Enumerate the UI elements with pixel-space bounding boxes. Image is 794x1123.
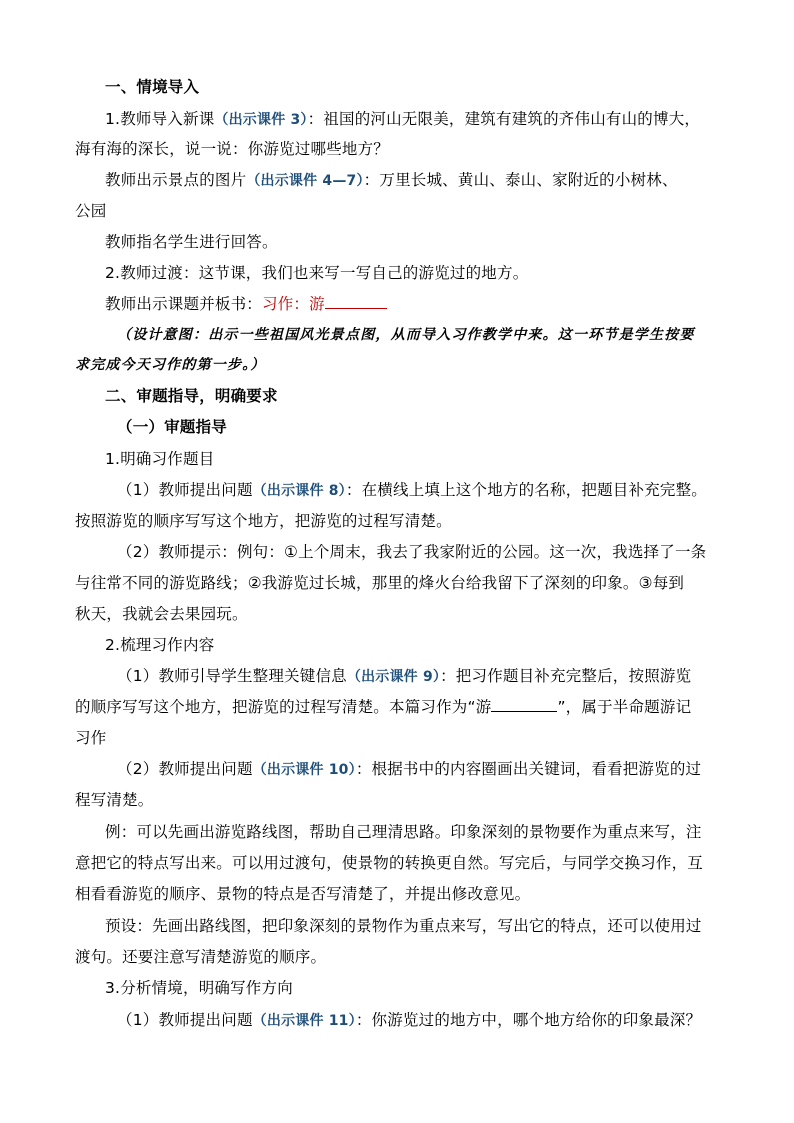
paragraph-continuation: 公园 — [75, 202, 107, 220]
paragraph-continuation: 与往常不同的游览路线；②我游览过长城，那里的烽火台给我留下了深刻的印象。③每到 — [75, 574, 685, 592]
paragraph — [117, 759, 701, 780]
courseware-ref: （出示课件 9） — [346, 669, 441, 685]
text: ：你游览过的地方中，哪个地方给你的印象最深？ — [355, 1011, 702, 1029]
paragraph-continuation: 相看看游览的顺序、景物的特点是否写清楚了，并提出修改意见。 — [75, 885, 531, 903]
courseware-ref: （出示课件 8） — [252, 483, 346, 499]
text: （1）教师提出问题 — [117, 1011, 253, 1029]
paragraph: 教师指名学生进行回答。 — [105, 233, 278, 251]
text: 教师出示课题并板书： — [105, 295, 263, 313]
text: （1）教师提出问题 — [117, 481, 253, 499]
paragraph-continuation: 渡句。还要注意写清楚游览的顺序。 — [75, 948, 327, 966]
item-heading: 2.梳理习作内容 — [105, 636, 215, 654]
text: ：把习作题目补充完整后，按照游览 — [440, 667, 692, 685]
example-paragraph: 例：可以先画出游览路线图，帮助自己理清思路。印象深刻的景物要作为重点来写，注 — [105, 823, 702, 841]
design-note: （设计意图：出示一些祖国风光景点图，从而导入习作教学中来。这一环节是学生按要 — [117, 327, 695, 343]
paragraph — [105, 109, 700, 130]
preset-paragraph: 预设：先画出路线图，把印象深刻的景物作为重点来写，写出它的特点，还可以使用过 — [105, 917, 702, 935]
paragraph: 2.教师过渡：这节课，我们也来写一写自己的游览过的地方。 — [105, 264, 529, 282]
title-blank-line — [325, 294, 387, 309]
paragraph — [117, 1010, 701, 1031]
item-heading: 3.分析情境，明确写作方向 — [105, 979, 293, 997]
paragraph-continuation: 习作 — [75, 729, 107, 747]
courseware-ref: （出示课件 10） — [252, 762, 356, 778]
text: ：万里长城、黄山、泰山、家附近的小树林、 — [363, 171, 678, 189]
courseware-ref: （出示课件 4—7） — [246, 173, 364, 189]
design-note-continuation: 求完成今天习作的第一步。） — [75, 357, 266, 373]
paragraph-continuation — [75, 697, 691, 717]
courseware-ref: （出示课件 3） — [214, 112, 308, 128]
paragraph — [117, 666, 691, 687]
text: ：祖国的河山无限美，建筑有建筑的齐伟山有山的博大， — [307, 110, 701, 128]
paragraph: （2）教师提示：例句：①上个周末，我去了我家附近的公园。这一次，我选择了一条 — [117, 543, 707, 561]
board-title: 习作：游 — [262, 295, 325, 313]
text: 教师出示景点的图片 — [105, 171, 247, 189]
text: ”，属于半命题游记 — [557, 698, 692, 716]
section-heading: 二、审题指导，明确要求 — [105, 387, 278, 405]
text: ：根据书中的内容圈画出关键词，看看把游览的过 — [355, 760, 702, 778]
paragraph-continuation: 程写清楚。 — [75, 791, 154, 809]
text: 1.教师导入新课 — [105, 110, 215, 128]
text: 的顺序写写这个地方，把游览的过程写清楚。本篇习作为“游 — [75, 698, 492, 716]
title-blank-line — [491, 697, 557, 712]
section-heading: 一、情境导入 — [105, 78, 200, 96]
paragraph — [105, 294, 387, 314]
subsection-heading: （一）审题指导 — [117, 418, 227, 436]
text: （2）教师提出问题 — [117, 760, 253, 778]
paragraph-continuation: 海有海的深长，说一说：你游览过哪些地方？ — [75, 140, 390, 158]
courseware-ref: （出示课件 11） — [252, 1013, 356, 1029]
item-heading: 1.明确习作题目 — [105, 450, 215, 468]
text: ：在横线上填上这个地方的名称，把题目补充完整。 — [345, 481, 707, 499]
text: （1）教师引导学生整理关键信息 — [117, 667, 347, 685]
paragraph — [117, 480, 707, 501]
paragraph — [105, 170, 678, 191]
paragraph-continuation: 秋天，我就会去果园玩。 — [75, 605, 248, 623]
paragraph-continuation: 按照游览的顺序写写这个地方，把游览的过程写清楚。 — [75, 512, 452, 530]
paragraph-continuation: 意把它的特点写出来。可以用过渡句，使景物的转换更自然。写完后，与同学交换习作，互 — [75, 854, 704, 872]
